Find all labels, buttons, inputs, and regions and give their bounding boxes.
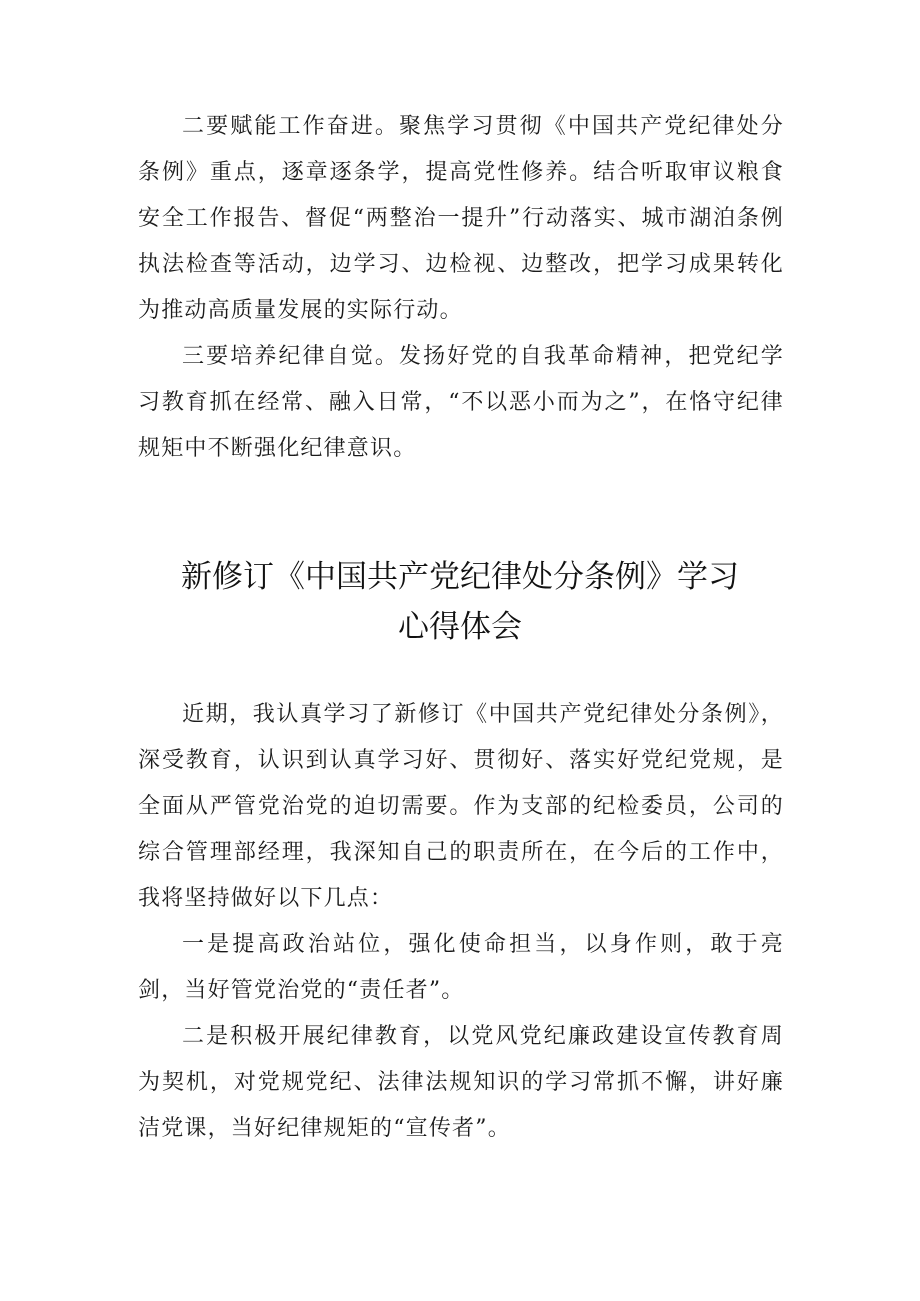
paragraph-intro: 近期，我认真学习了新修订《中国共产党纪律处分条例》，深受教育，认识到认真学习好、贯彻好、落实好党纪党规，是全面从严管党治党的迫切需要。作为支部的纪检委员，公司的综合管理部经理，我深知自己的职责所在，在今后的工作中，我将坚持做好以下几点： xyxy=(138,702,784,911)
article-title xyxy=(120,552,800,652)
paragraph-point-two: 二是积极开展纪律教育，以党风党纪廉政建设宣传教育周为契机，对党规党纪、法律法规知识的学习常抓不懈，讲好廉洁党课，当好纪律规矩的“宣传者”。 xyxy=(138,1024,784,1141)
article-title-line-2: 心得体会 xyxy=(398,609,522,645)
paragraph-second-requirement: 二要赋能工作奋进。聚焦学习贯彻《中国共产党纪律处分条例》重点，逐章逐条学，提高党性修养。结合听取审议粮食安全工作报告、督促“两整治一提升”行动落实、城市湖泊条例执法检查等活动，边学习、边检视、边整改，把学习成果转化为推动高质量发展的实际行动。 xyxy=(138,114,784,323)
article-title-line-1: 新修订《中国共产党纪律处分条例》学习 xyxy=(181,559,739,595)
article-body xyxy=(138,692,784,1152)
paragraph-third-requirement: 三要培养纪律自觉。发扬好党的自我革命精神，把党纪学习教育抓在经常、融入日常，“不以恶小而为之”，在恪守纪律规矩中不断强化纪律意识。 xyxy=(138,344,784,461)
paragraph-point-one: 一是提高政治站位，强化使命担当，以身作则，敢于亮剑，当好管党治党的“责任者”。 xyxy=(138,932,784,1003)
top-section xyxy=(138,104,784,472)
